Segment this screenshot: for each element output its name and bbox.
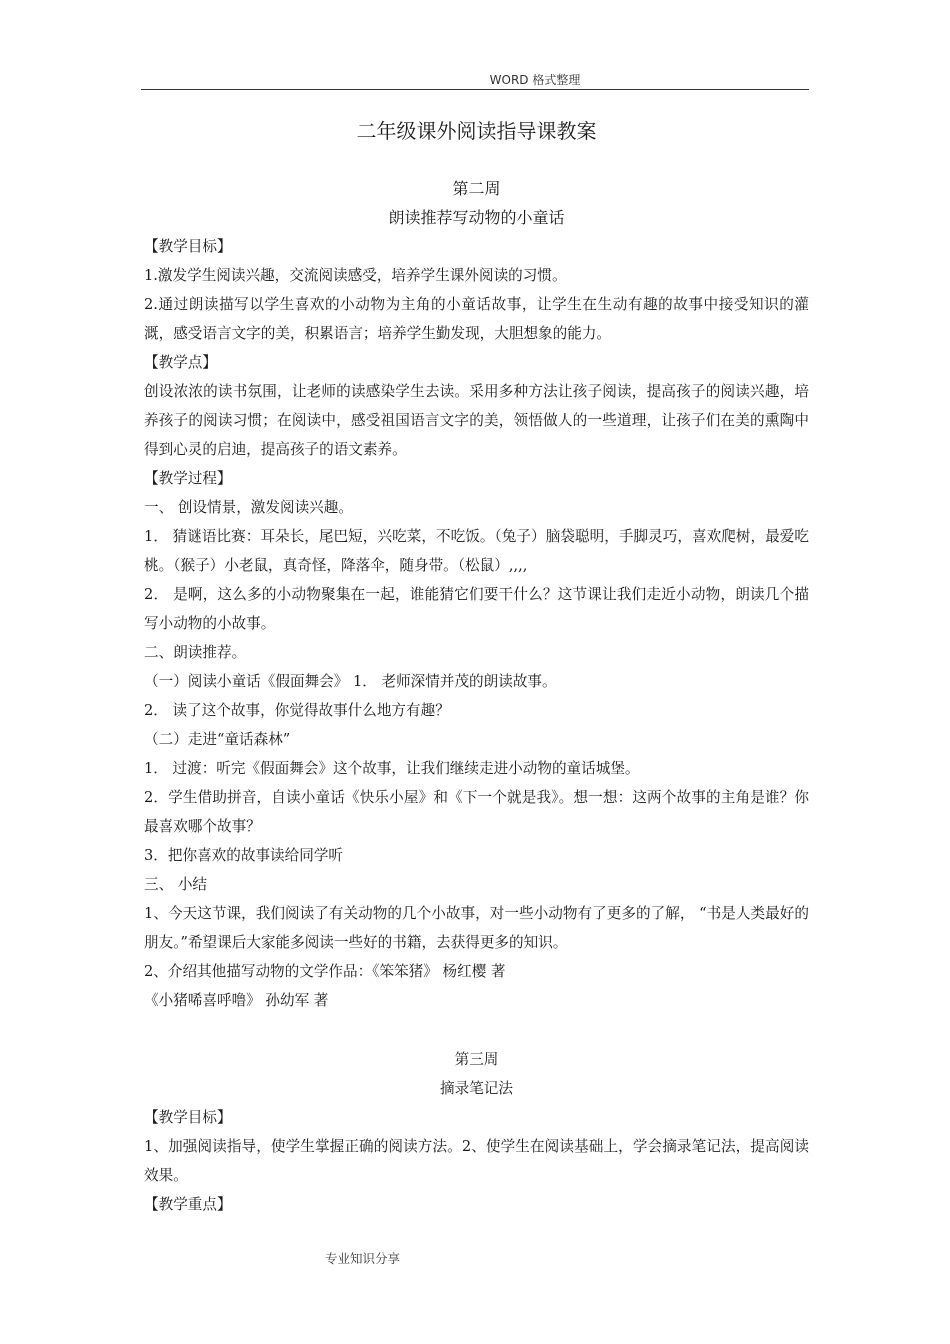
week3-subtitle: 摘录笔记法 xyxy=(440,1080,513,1097)
week2-section3-item1: 1、今天这节课，我们阅读了有关动物的几个小故事，对一些小动物有了更多的了解， “书是人类最好的朋友。”希望课后大家能多阅读一些好的书籍，去获得更多的知识。 xyxy=(144,905,809,951)
week2-goal-2: 2.通过朗读描写以学生喜欢的小动物为主角的小童话故事，让学生在生动有趣的故事中接受知识的灌溉，感受语言文字的美，积累语言；培养学生勤发现，大胆想象的能力。 xyxy=(144,296,809,342)
week2-subtitle: 朗读推荐写动物的小童话 xyxy=(388,208,565,227)
header-rule xyxy=(141,89,809,90)
week2-section1-item1: 1． 猜谜语比赛：耳朵长，尾巴短，兴吃菜，不吃饭。（兔子）脑袋聪明，手脚灵巧，喜欢爬树，最爱吃桃。（猴子）小老鼠，真奇怪，降落伞，随身带。（松鼠）,,,, xyxy=(144,528,809,574)
document-title: 二年级课外阅读指导课教案 xyxy=(356,119,597,143)
week3-goal-heading: 【教学目标】 xyxy=(144,1109,232,1126)
week2-section2-sub1: （一）阅读小童话《假面舞会》 1． 老师深情并茂的朗读故事。 xyxy=(144,673,557,690)
week2-goal-heading: 【教学目标】 xyxy=(144,238,232,255)
week2-section2-sub2-item3: 3．把你喜欢的故事读给同学听 xyxy=(144,847,344,864)
page-header-label: WORD 格式整理 xyxy=(489,73,581,87)
spacer xyxy=(144,1015,809,1045)
week2-section2-sub1-item2: 2． 读了这个故事，你觉得故事什么地方有趣？ xyxy=(144,702,450,719)
week3-label: 第三周 xyxy=(454,1051,499,1068)
week2-goal-1: 1.激发学生阅读兴趣，交流阅读感受，培养学生课外阅读的习惯。 xyxy=(144,267,567,284)
week2-section3-item2: 2、介绍其他描写动物的文学作品：《笨笨猪》 杨红樱 著 xyxy=(144,963,506,980)
page-footer-label: 专业知识分享 xyxy=(325,1251,401,1266)
week2-section1-item2: 2． 是啊，这么多的小动物聚集在一起，谁能猜它们要干什么？这节课让我们走近小动物，朗读几个描写小动物的小故事。 xyxy=(144,586,809,632)
week2-section2-sub2-item2: 2．学生借助拼音，自读小童话《快乐小屋》和《下一个就是我》。想一想：这两个故事的主角是谁？你最喜欢哪个故事？ xyxy=(144,789,809,835)
week3-key-heading: 【教学重点】 xyxy=(144,1196,232,1213)
spacer xyxy=(144,150,809,174)
week2-section3-title: 三、 小结 xyxy=(144,876,208,893)
week2-label: 第二周 xyxy=(452,179,501,198)
week2-section2-title: 二、朗读推荐。 xyxy=(144,644,247,661)
week2-section3-item3: 《小猪唏喜呼噜》 孙幼军 著 xyxy=(144,992,329,1009)
week2-section1-title: 一、 创设情景，激发阅读兴趣。 xyxy=(144,499,353,516)
week2-section2-sub2: （二）走进“童话森林” xyxy=(144,731,291,748)
week2-point-heading: 【教学点】 xyxy=(144,354,217,371)
week2-point-text: 创设浓浓的读书氛围，让老师的读感染学生去读。采用多种方法让孩子阅读，提高孩子的阅读兴趣，培养孩子的阅读习惯；在阅读中，感受祖国语言文字的美，领悟做人的一些道理，让孩子们在美的熏陶中得到心灵的启迪，提高孩子的语文素养。 xyxy=(144,383,809,458)
week2-section2-sub2-item1: 1． 过渡：听完《假面舞会》这个故事，让我们继续走进小动物的童话城堡。 xyxy=(144,760,640,777)
document-body xyxy=(144,108,809,1219)
week3-goal-text: 1、加强阅读指导，使学生掌握正确的阅读方法。2、使学生在阅读基础上，学会摘录笔记法，提高阅读效果。 xyxy=(144,1138,809,1184)
week2-process-heading: 【教学过程】 xyxy=(144,470,232,487)
